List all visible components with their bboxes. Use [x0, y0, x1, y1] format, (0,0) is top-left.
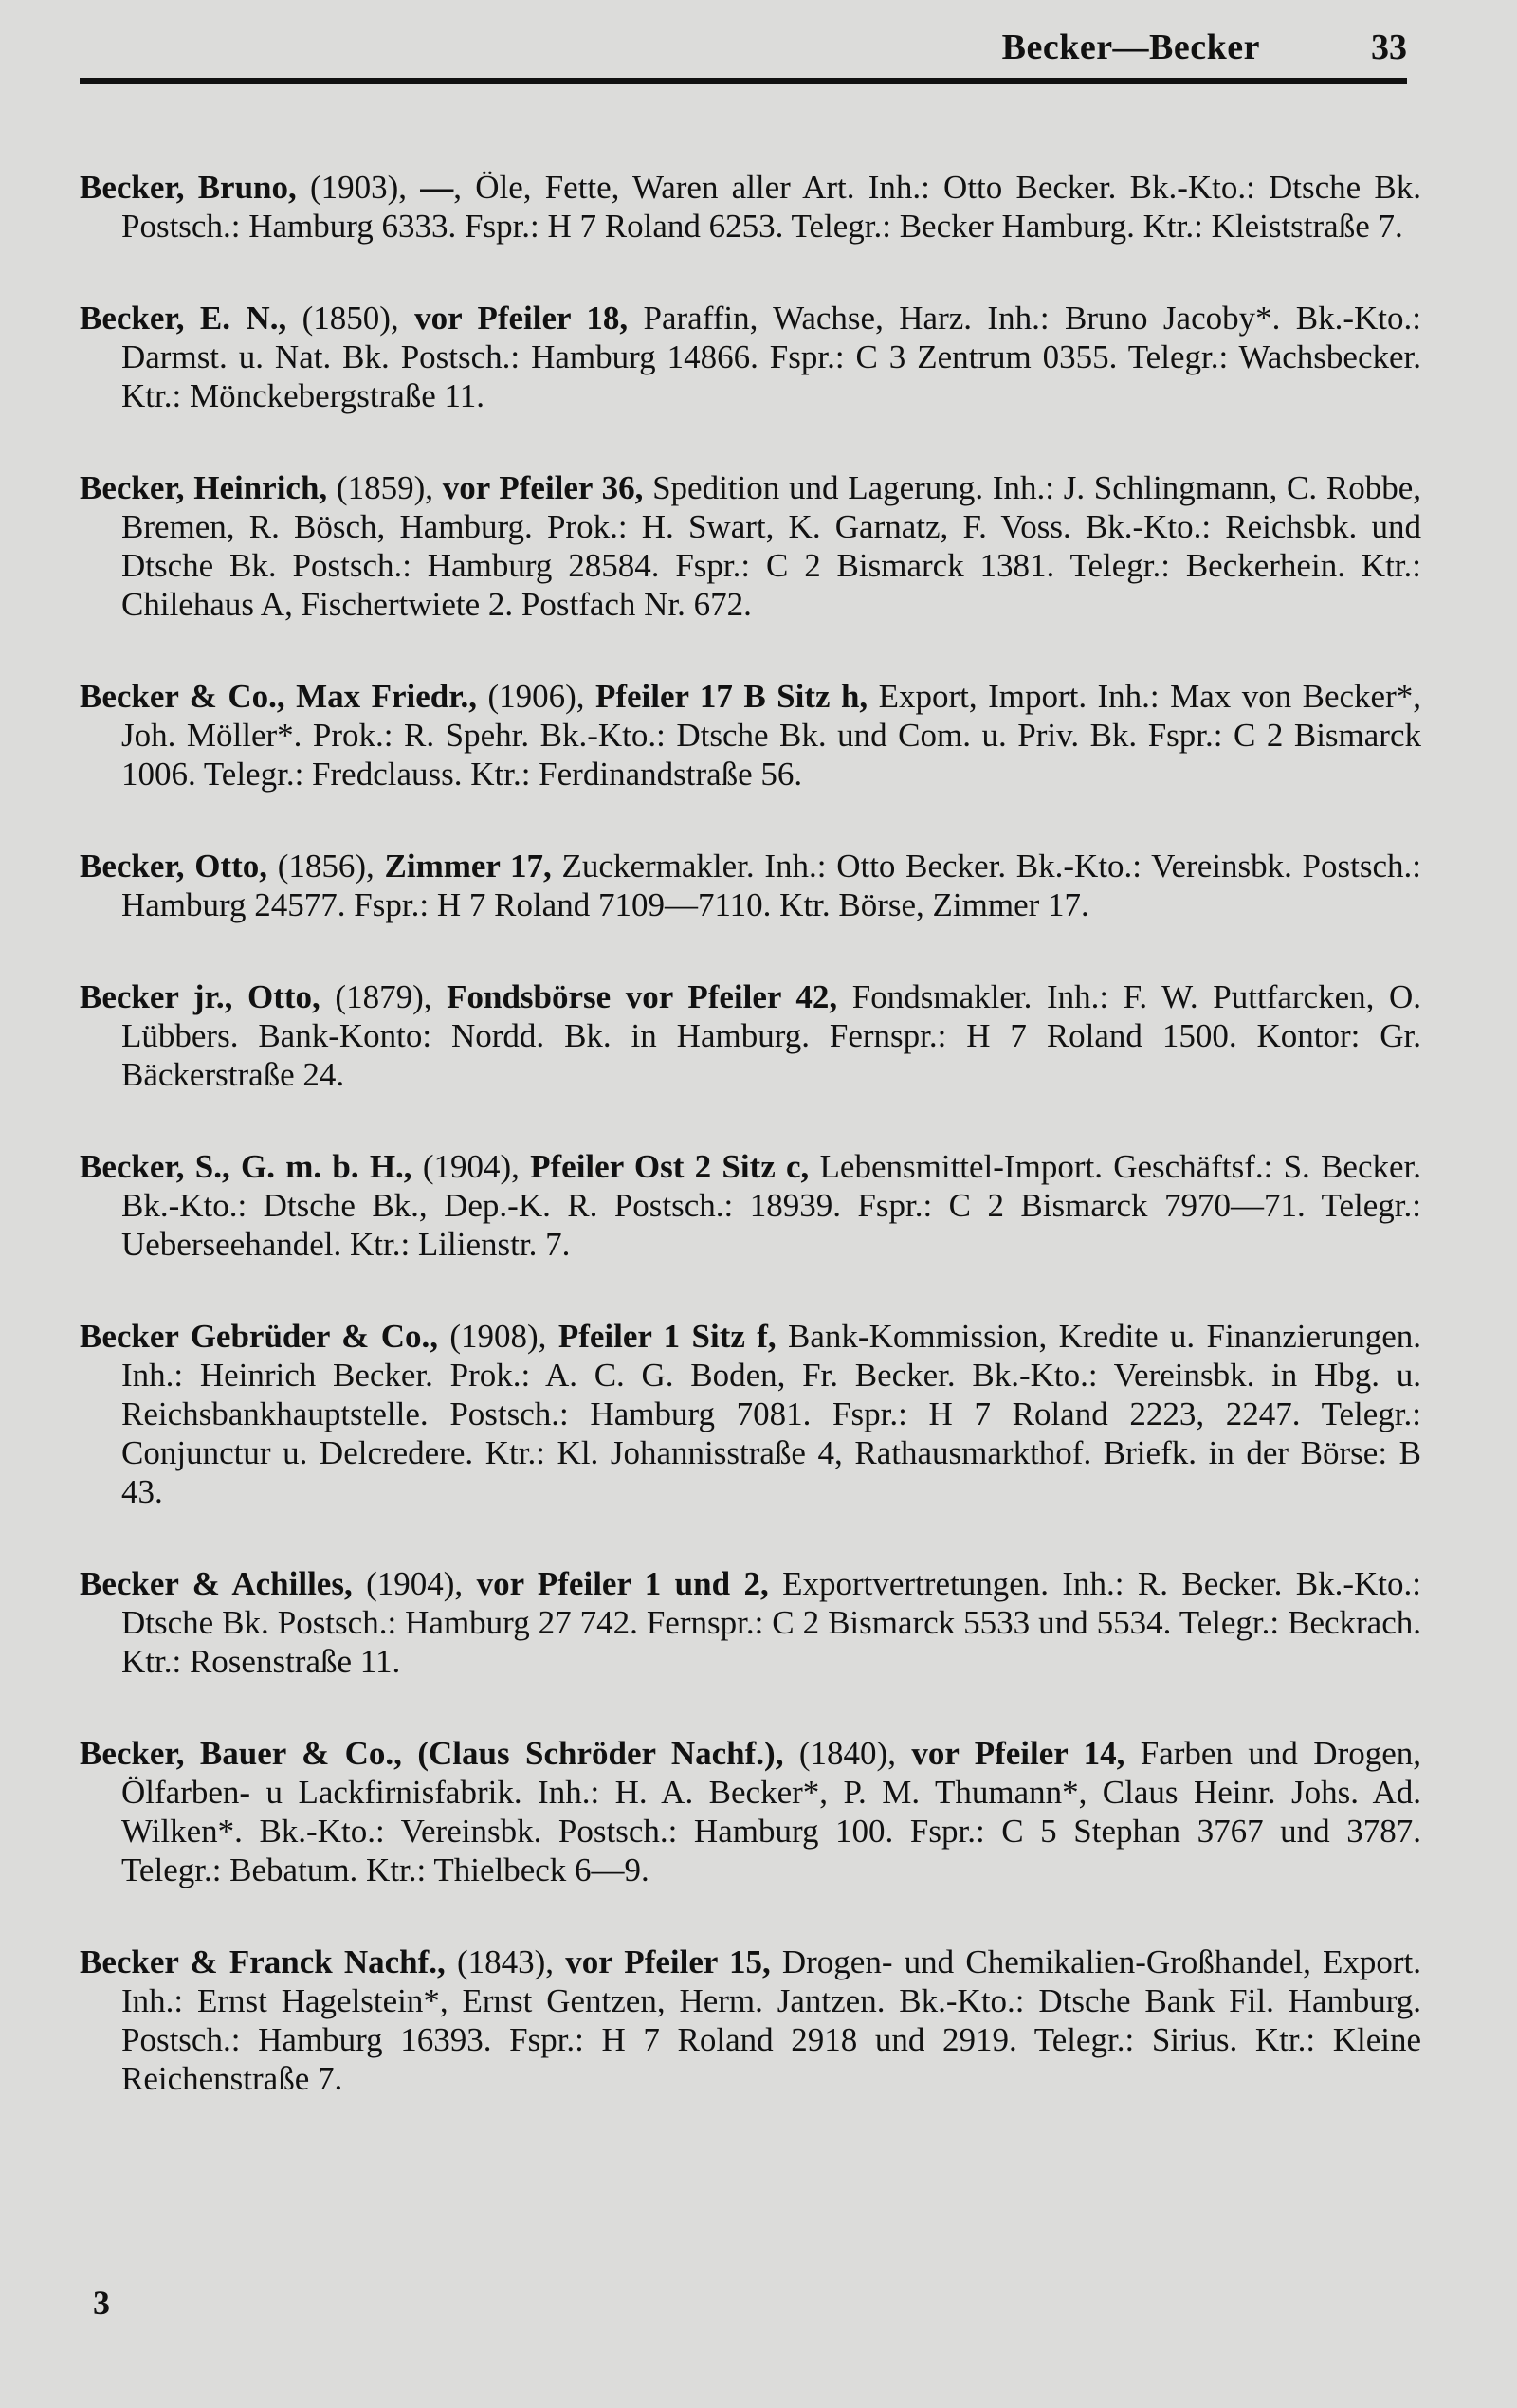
directory-entry: [80, 1147, 1421, 1264]
directory-entry: [80, 468, 1421, 624]
directory-entry: [80, 1317, 1421, 1511]
entry-location: vor Pfeiler 14,: [911, 1735, 1125, 1772]
entry-year: (1850),: [286, 300, 415, 337]
entry-year: (1906),: [477, 678, 595, 715]
entry-location: Pfeiler 17 B Sitz h,: [594, 678, 868, 715]
entry-name: Becker & Achilles,: [80, 1565, 353, 1602]
entry-details: Paraffin, Wachse, Harz. Inh.: Bruno Jacoby*. Bk.-Kto.: Darmst. u. Nat. Bk. Postsch.: Hamburg 14866. Fspr.: C 3 Zentrum 0355. Telegr.: Wachsbecker. Ktr.: Mönckebergstraße 11.: [121, 300, 1422, 414]
entry-year: (1904),: [411, 1148, 531, 1185]
entry-details: Export, Import. Inh.: Max von Becker*, Joh. Möller*. Prok.: R. Spehr. Bk.-Kto.: Dtsche Bk. und Com. u. Priv. Bk. Fspr.: C 2 Bismarck 1006. Telegr.: Fredclauss. Ktr.: Ferdinandstraße 56.: [121, 678, 1421, 793]
entry-location: Fondsbörse vor Pfeiler 42,: [447, 978, 838, 1015]
entry-name: Becker, Bauer & Co., (Claus Schröder Nachf.),: [80, 1735, 784, 1772]
entry-location: Pfeiler 1 Sitz f,: [557, 1318, 777, 1355]
directory-entry: [80, 847, 1421, 924]
entry-year: (1879),: [320, 978, 448, 1015]
entry-year: (1859),: [327, 469, 443, 506]
entry-details: Lebensmittel-Import. Geschäftsf.: S. Becker. Bk.-Kto.: Dtsche Bk., Dep.-K. R. Postsch.: 18939. Fspr.: C 2 Bismarck 7970—71. Telegr.: Ueberseehandel. Ktr.: Lilienstr. 7.: [121, 1148, 1421, 1263]
entry-details: Exportvertretungen. Inh.: R. Becker. Bk.-Kto.: Dtsche Bk. Postsch.: Hamburg 27 742. Fernspr.: C 2 Bismarck 5533 und 5534. Telegr.: Beckrach. Ktr.: Rosenstraße 11.: [121, 1565, 1421, 1680]
entry-details: Farben und Drogen, Ölfarben- u Lackfirnisfabrik. Inh.: H. A. Becker*, P. M. Thumann*, Claus Heinr. Johs. Ad. Wilken*. Bk.-Kto.: Vereinsbk. Postsch.: Hamburg 100. Fspr.: C 5 Stephan 3767 und 3787. Telegr.: Bebatum. Ktr.: Thielbeck 6—9.: [121, 1735, 1422, 1888]
entry-year: (1856),: [267, 848, 385, 885]
directory-entry: [80, 1734, 1421, 1889]
entry-name: Becker & Co., Max Friedr.,: [80, 678, 478, 715]
entry-location: vor Pfeiler 18,: [414, 300, 629, 337]
entry-details: Fondsmakler. Inh.: F. W. Puttfarcken, O. Lübbers. Bank-Konto: Nordd. Bk. in Hamburg. Fernspr.: H 7 Roland 1500. Kontor: Gr. Bäckerstraße 24.: [121, 978, 1422, 1093]
entry-details: Bank-Kommission, Kredite u. Finanzierungen. Inh.: Heinrich Becker. Prok.: A. C. G. Boden, Fr. Becker. Bk.-Kto.: Vereinsbk. in Hbg. u. Reichsbankhauptstelle. Postsch.: Hamburg 7081. Fspr.: H 7 Roland 2223, 2247. Telegr.: Conjunctur u. Delcredere. Ktr.: Kl. Johannisstraße 4, Rathausmarkthof. Briefk. in der Börse: B 43.: [121, 1318, 1422, 1510]
entry-year: (1903),: [296, 169, 421, 206]
entry-location: Zimmer 17,: [384, 848, 552, 885]
entry-location: Pfeiler Ost 2 Sitz c,: [530, 1148, 810, 1185]
directory-entry: [80, 677, 1421, 794]
entry-name: Becker, E. N.,: [80, 300, 287, 337]
entry-location: vor Pfeiler 36,: [442, 469, 644, 506]
directory-entry: [80, 168, 1421, 246]
entry-location: vor Pfeiler 15,: [565, 1943, 771, 1980]
entry-name: Becker, Otto,: [80, 848, 267, 885]
directory-entry: [80, 299, 1421, 415]
entry-year: (1908),: [438, 1318, 558, 1355]
entry-details: , Öle, Fette, Waren aller Art. Inh.: Otto Becker. Bk.-Kto.: Dtsche Bk. Postsch.: Hamburg 6333. Fspr.: H 7 Roland 6253. Telegr.: Becker Hamburg. Ktr.: Kleiststraße 7.: [121, 169, 1422, 245]
directory-entry: [80, 1564, 1421, 1681]
entry-name: Becker Gebrüder & Co.,: [80, 1318, 438, 1355]
page-header: [80, 23, 1407, 76]
entry-details: Drogen- und Chemikalien-Großhandel, Export. Inh.: Ernst Hagelstein*, Ernst Gentzen, Herm. Jantzen. Bk.-Kto.: Dtsche Bank Fil. Hamburg. Postsch.: Hamburg 16393. Fspr.: H 7 Roland 2918 und 2919. Telegr.: Sirius. Ktr.: Kleine Reichenstraße 7.: [121, 1943, 1422, 2097]
header-rule: [80, 78, 1407, 84]
entry-year: (1904),: [352, 1565, 477, 1602]
entry-name: Becker, Heinrich,: [80, 469, 328, 506]
entry-details: Zuckermakler. Inh.: Otto Becker. Bk.-Kto.: Vereinsbk. Postsch.: Hamburg 24577. Fspr.: H 7 Roland 7109—7110. Ktr. Börse, Zimmer 17.: [121, 848, 1421, 923]
entry-name: Becker jr., Otto,: [80, 978, 320, 1015]
entry-details: Spedition und Lagerung. Inh.: J. Schlingmann, C. Robbe, Bremen, R. Bösch, Hamburg. Prok.: H. Swart, K. Garnatz, F. Voss. Bk.-Kto.: Reichsbk. und Dtsche Bk. Postsch.: Hamburg 28584. Fspr.: C 2 Bismarck 1381. Telegr.: Beckerhein. Ktr.: Chilehaus A, Fischertwiete 2. Postfach Nr. 672.: [121, 469, 1421, 623]
page-number: 33: [1371, 27, 1407, 67]
directory-entries: [80, 135, 1421, 2151]
directory-entry: [80, 977, 1421, 1094]
entry-year: (1840),: [783, 1735, 912, 1772]
running-head: Becker—Becker: [1001, 27, 1260, 67]
entry-year: (1843),: [445, 1943, 566, 1980]
directory-entry: [80, 1943, 1421, 2098]
entry-location: —: [420, 169, 454, 206]
signature-mark: 3: [93, 2284, 110, 2322]
entry-name: Becker, S., G. m. b. H.,: [80, 1148, 412, 1185]
entry-name: Becker, Bruno,: [80, 169, 297, 206]
entry-location: vor Pfeiler 1 und 2,: [476, 1565, 769, 1602]
entry-name: Becker & Franck Nachf.,: [80, 1943, 446, 1980]
